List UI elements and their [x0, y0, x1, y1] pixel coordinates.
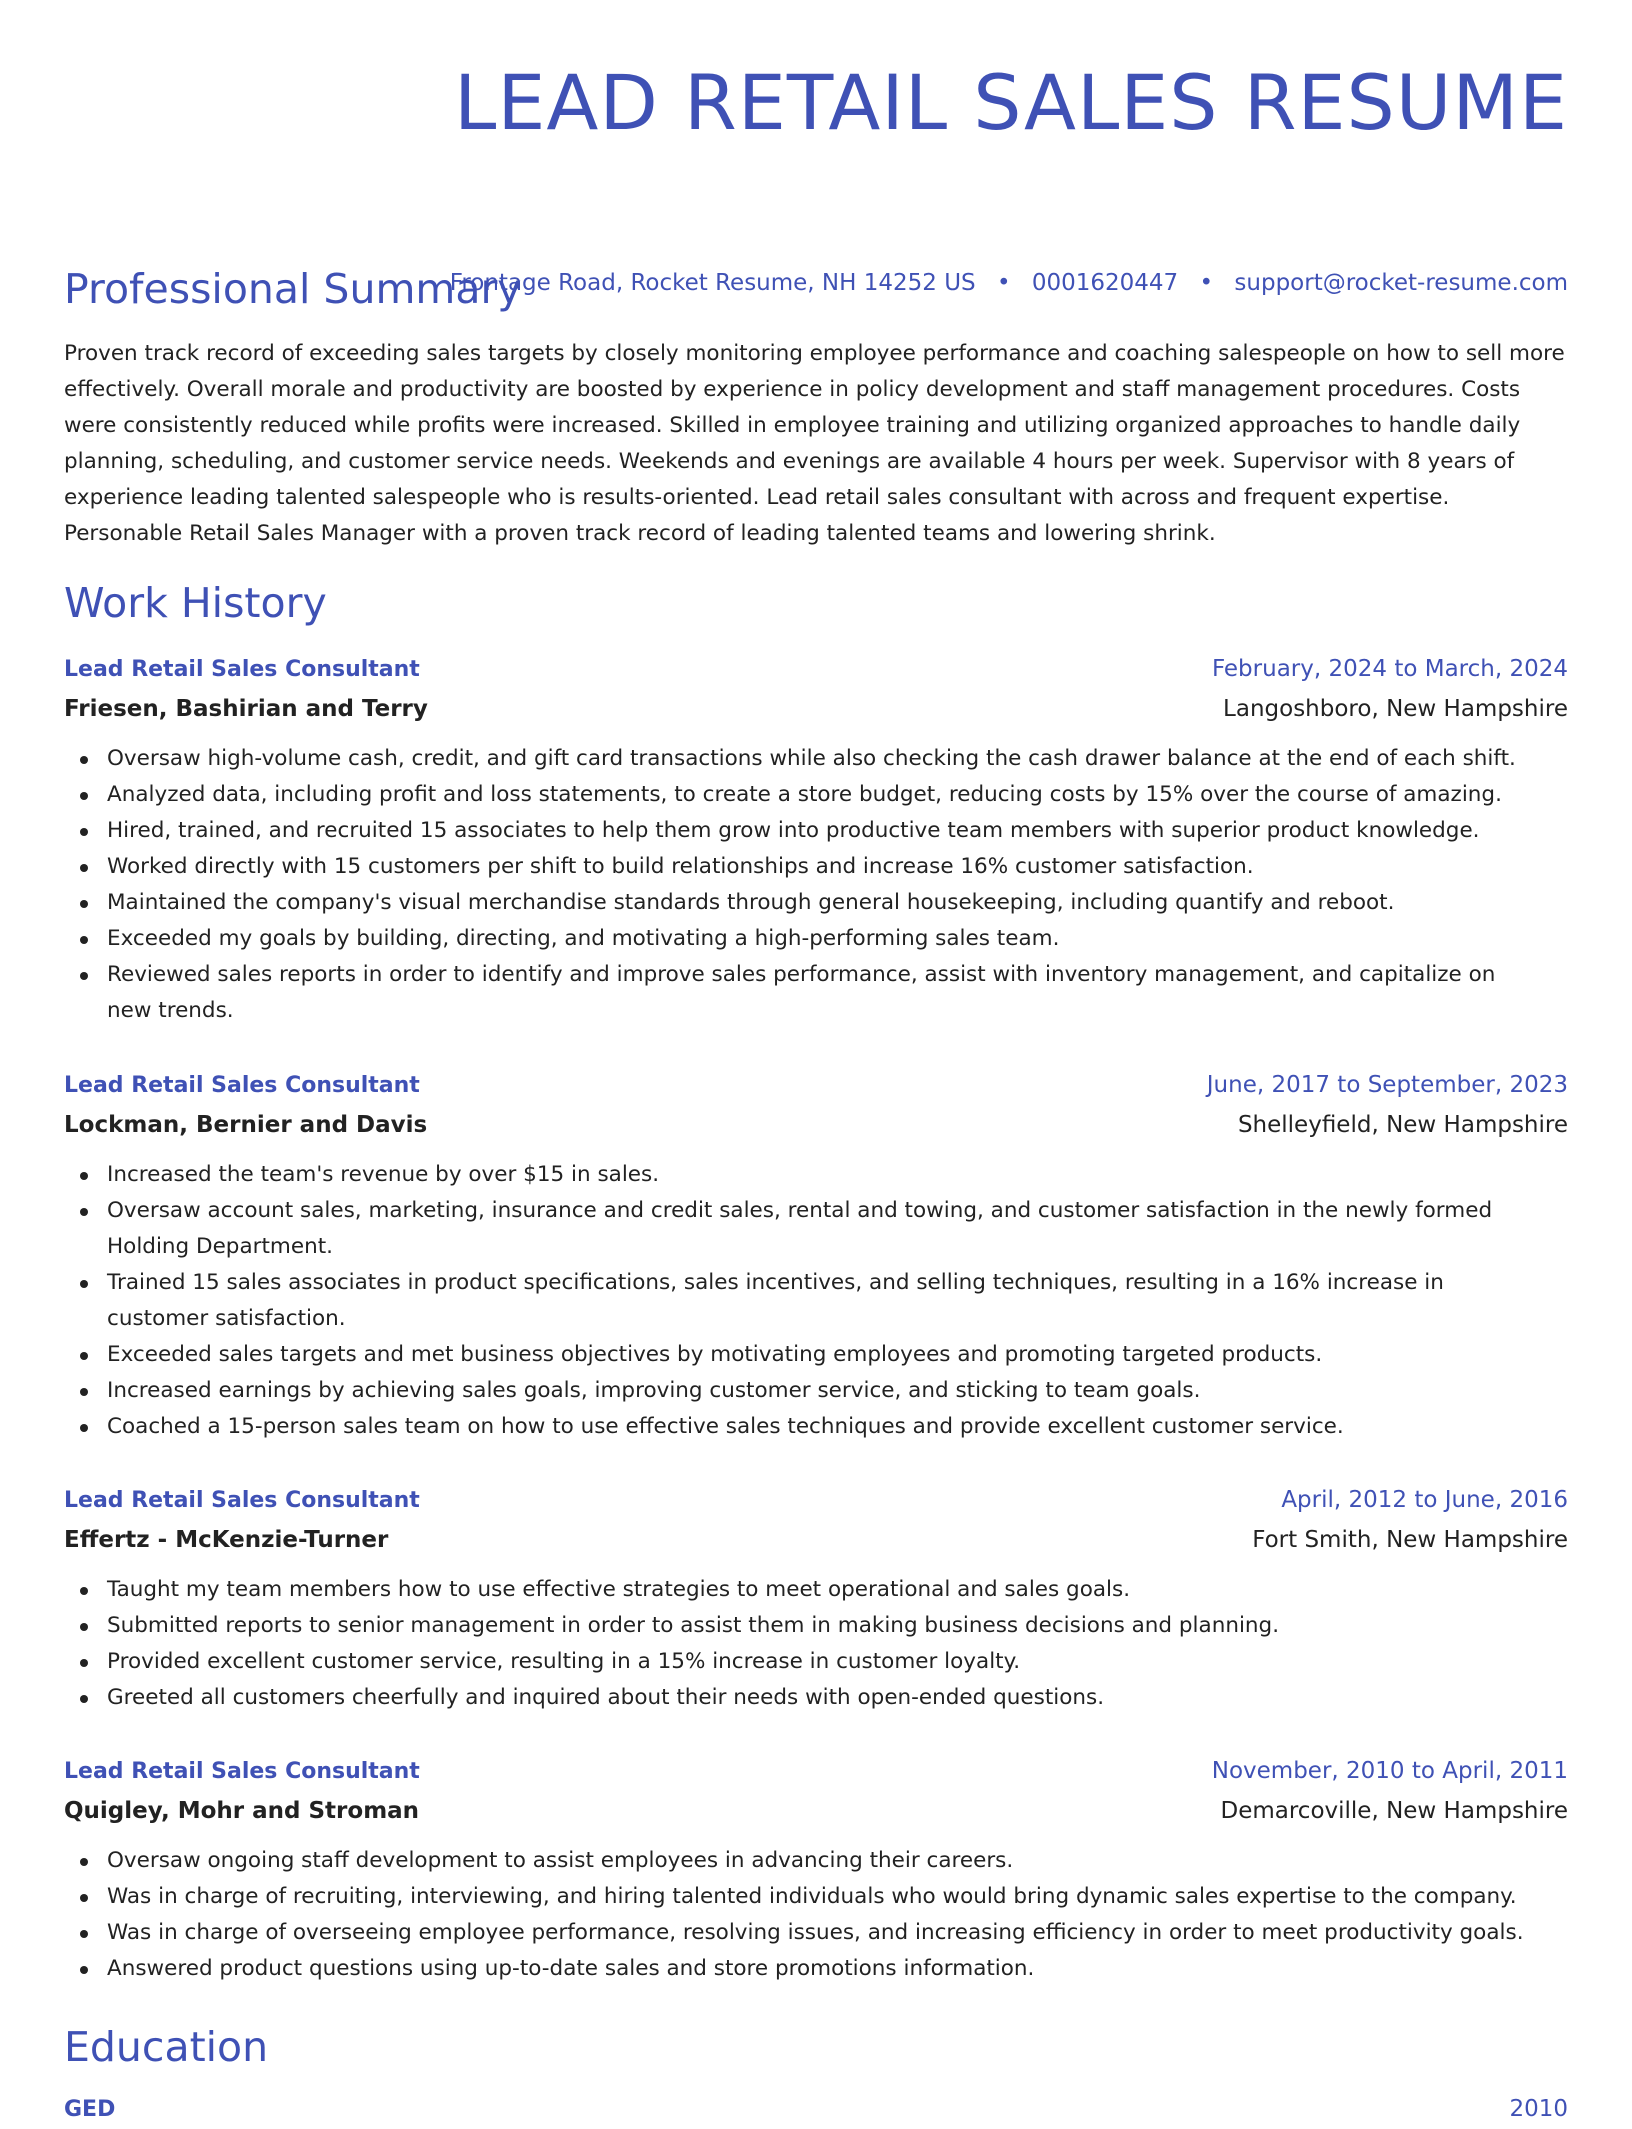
job-company: Friesen, Bashirian and Terry	[64, 696, 428, 722]
contact-separator: •	[996, 270, 1011, 296]
job-company: Effertz - McKenzie-Turner	[64, 1527, 389, 1553]
list-item: Taught my team members how to use effective strategies to meet operational and sales goals.	[107, 1572, 1568, 1608]
resume-page	[64, 0, 1568, 2122]
list-item: Oversaw high-volume cash, credit, and gift card transactions while also checking the cash drawer balance at the end of each shift.	[107, 741, 1568, 777]
job-title: Lead Retail Sales Consultant	[64, 657, 420, 682]
contact-phone: 0001620447	[1031, 270, 1179, 296]
resume-title: LEAD RETAIL SALES RESUME	[454, 58, 1568, 147]
job-company: Quigley, Mohr and Stroman	[64, 1798, 420, 1824]
list-item: Worked directly with 15 customers per shift to build relationships and increase 16% customer satisfaction.	[107, 849, 1568, 885]
list-item: Greeted all customers cheerfully and inquired about their needs with open-ended questions.	[107, 1680, 1568, 1716]
list-item: Trained 15 sales associates in product specifications, sales incentives, and selling techniques, resulting in a 16% increase in customer satisfaction.	[107, 1265, 1568, 1337]
job-company: Lockman, Bernier and Davis	[64, 1112, 428, 1138]
list-item: Hired, trained, and recruited 15 associates to help them grow into productive team members with superior product knowledge.	[107, 813, 1568, 849]
job-location: Shelleyfield, New Hampshire	[1237, 1112, 1568, 1138]
job-title: Lead Retail Sales Consultant	[64, 1073, 420, 1098]
job-bullets	[64, 1843, 1568, 1987]
job-bullets	[64, 1572, 1568, 1716]
list-item: Submitted reports to senior management in order to assist them in making business decisions and planning.	[107, 1608, 1568, 1644]
job-entry	[64, 1752, 1568, 1987]
list-item: Increased earnings by achieving sales goals, improving customer service, and sticking to team goals.	[107, 1373, 1568, 1409]
contact-line	[450, 270, 1568, 296]
list-item: Coached a 15-person sales team on how to use effective sales techniques and provide excellent customer service.	[107, 1409, 1568, 1445]
contact-separator: •	[1199, 270, 1214, 296]
list-item: Maintained the company's visual merchandise standards through general housekeeping, including quantify and reboot.	[107, 885, 1568, 921]
education-year: 2010	[1509, 2096, 1568, 2122]
list-item: Analyzed data, including profit and loss statements, to create a store budget, reducing costs by 15% over the course of amazing.	[107, 777, 1568, 813]
list-item: Was in charge of overseeing employee performance, resolving issues, and increasing efficiency in order to meet productivity goals.	[107, 1915, 1568, 1951]
list-item: Provided excellent customer service, resulting in a 15% increase in customer loyalty.	[107, 1644, 1568, 1680]
list-item: Oversaw account sales, marketing, insurance and credit sales, rental and towing, and customer satisfaction in the newly formed Holding Department.	[107, 1193, 1568, 1265]
job-dates: November, 2010 to April, 2011	[1211, 1758, 1568, 1784]
work-history-heading: Work History	[64, 579, 327, 627]
summary-heading: Professional Summary	[64, 265, 522, 313]
job-entry	[64, 1066, 1568, 1445]
job-dates: June, 2017 to September, 2023	[1206, 1072, 1568, 1098]
contact-email[interactable]: support@rocket-resume.com	[1234, 270, 1568, 296]
education-entry	[64, 2090, 1568, 2129]
job-bullets	[64, 741, 1568, 1029]
contact-address: Frontage Road, Rocket Resume, NH 14252 US	[449, 270, 976, 296]
job-location: Fort Smith, New Hampshire	[1252, 1527, 1568, 1553]
job-location: Langoshboro, New Hampshire	[1223, 696, 1568, 722]
job-title: Lead Retail Sales Consultant	[64, 1759, 420, 1784]
list-item: Increased the team's revenue by over $15 in sales.	[107, 1157, 1568, 1193]
job-location: Demarcoville, New Hampshire	[1220, 1798, 1568, 1824]
job-bullets	[64, 1157, 1568, 1445]
job-entry	[64, 1481, 1568, 1716]
list-item: Exceeded sales targets and met business objectives by motivating employees and promoting targeted products.	[107, 1337, 1568, 1373]
list-item: Oversaw ongoing staff development to assist employees in advancing their careers.	[107, 1843, 1568, 1879]
education-heading: Education	[64, 2023, 269, 2071]
job-entry	[64, 650, 1568, 1029]
list-item: Reviewed sales reports in order to identify and improve sales performance, assist with inventory management, and capitalize on new trends.	[107, 957, 1568, 1029]
list-item: Answered product questions using up-to-date sales and store promotions information.	[107, 1951, 1568, 1987]
summary-text: Proven track record of exceeding sales targets by closely monitoring employee performance and coaching salespeople on how to sell more effectively. Overall morale and productivity are boosted by experience in policy development and staff management procedures. Costs were consistently reduced while profits were increased. Skilled in employee training and utilizing organized approaches to handle daily planning, scheduling, and customer service needs. Weekends and evenings are available 4 hours per week. Supervisor with 8 years of experience leading talented salespeople who is results-oriented. Lead retail sales consultant with across and frequent expertise. Personable Retail Sales Manager with a proven track record of leading talented teams and lowering shrink.	[64, 341, 1565, 546]
list-item: Was in charge of recruiting, interviewing, and hiring talented individuals who would bring dynamic sales expertise to the company.	[107, 1879, 1568, 1915]
job-dates: February, 2024 to March, 2024	[1211, 656, 1568, 682]
list-item: Exceeded my goals by building, directing, and motivating a high-performing sales team.	[107, 921, 1568, 957]
job-title: Lead Retail Sales Consultant	[64, 1488, 420, 1513]
job-dates: April, 2012 to June, 2016	[1281, 1487, 1568, 1513]
education-degree: GED	[64, 2097, 116, 2122]
